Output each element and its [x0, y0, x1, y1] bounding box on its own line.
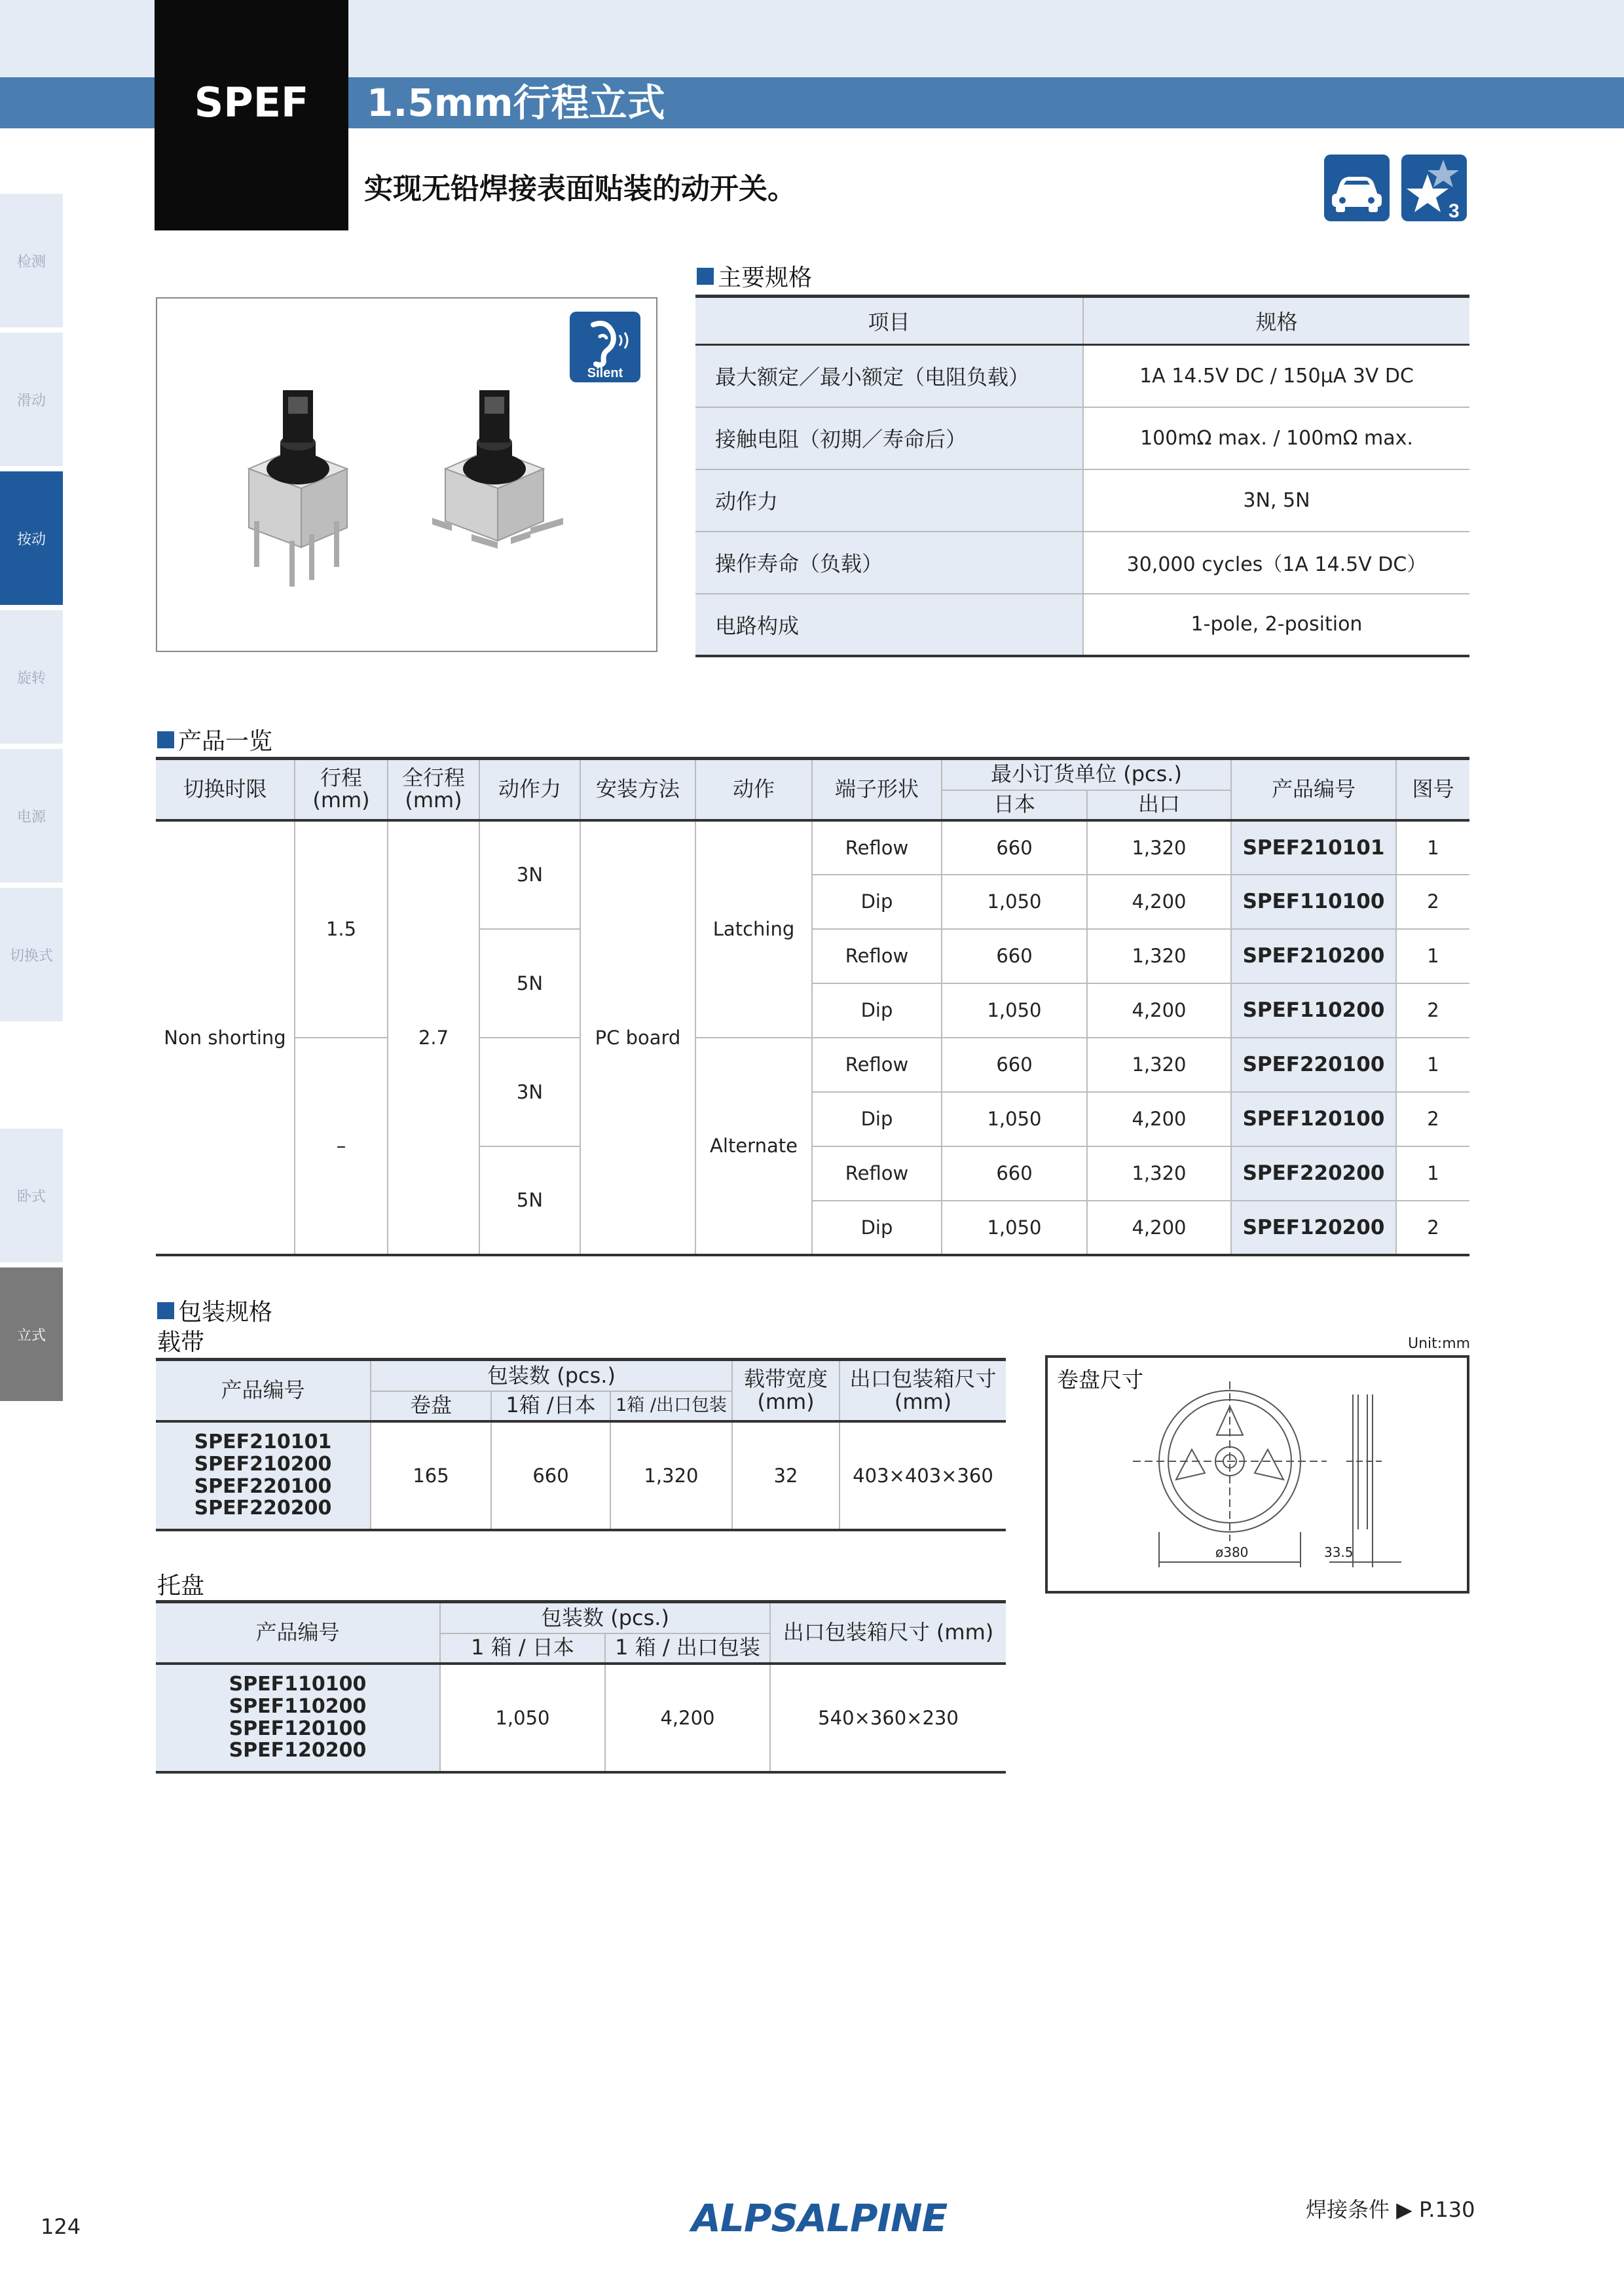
unit-label: Unit:mm	[1408, 1336, 1471, 1352]
heading-square-icon	[697, 268, 714, 285]
star-icon	[1401, 155, 1467, 221]
main-specs-table	[695, 295, 1469, 657]
silent-badge	[570, 312, 640, 382]
series-title: 1.5mm行程立式	[367, 81, 665, 125]
packaging-heading: 包装规格	[157, 1294, 272, 1327]
table-row: 电路构成 1-pole, 2-position	[695, 594, 1469, 656]
table-row: Dip 1,050 4,200 SPEF110100 2	[156, 875, 1469, 929]
heading-square-icon	[157, 731, 174, 748]
side-tab-vertical[interactable]: 立式	[0, 1267, 63, 1401]
automotive-badge	[1324, 155, 1390, 221]
tagline: 实现无铅焊接表面贴装的动开关。	[364, 172, 796, 206]
table-row: Dip 1,050 4,200 SPEF120200 2	[156, 1201, 1469, 1255]
side-tab-rotary[interactable]: 旋转	[0, 610, 63, 744]
car-icon	[1324, 155, 1390, 221]
table-row: 动作力 3N, 5N	[695, 469, 1469, 532]
svg-text:Silent: Silent	[587, 366, 623, 380]
table-row: 操作寿命（负载） 30,000 cycles（1A 14.5V DC）	[695, 532, 1469, 594]
svg-text:3: 3	[1449, 200, 1460, 221]
side-tab-power[interactable]: 电源	[0, 749, 63, 883]
table-row: Non shorting 1.5 2.7 3N PC board Latching Reflow 660 1,320 SPEF210101 1	[156, 820, 1469, 875]
table-row: Dip 1,050 4,200 SPEF110200 2	[156, 983, 1469, 1038]
page-number: 124	[41, 2214, 81, 2239]
table-row: Dip 1,050 4,200 SPEF120100 2	[156, 1092, 1469, 1146]
side-tab-slide[interactable]: 滑动	[0, 333, 63, 466]
soldering-reference-link[interactable]: 焊接条件 ▶ P.130	[1306, 2197, 1475, 2222]
series-code: SPEF	[194, 79, 309, 126]
tape-heading: 载带	[157, 1329, 205, 1356]
main-specs-heading: 主要规格	[697, 259, 812, 293]
side-tab-detect[interactable]: 检测	[0, 194, 63, 327]
svg-text:33.5: 33.5	[1324, 1544, 1354, 1560]
table-row: 接触电阻（初期／寿命后） 100mΩ max. / 100mΩ max.	[695, 407, 1469, 469]
table-row: – 3N Alternate Reflow 660 1,320 SPEF220100 1	[156, 1038, 1469, 1092]
heading-square-icon	[157, 1302, 174, 1319]
table-row: 5N Reflow 660 1,320 SPEF220200 1	[156, 1146, 1469, 1201]
product-list-heading: 产品一览	[157, 723, 272, 756]
reel-diagram	[1048, 1358, 1467, 1591]
side-tab-switching[interactable]: 切换式	[0, 888, 63, 1021]
table-row: SPEF210101 SPEF210200 SPEF220100 SPEF220200 165 660 1,320 32 403×403×360	[156, 1421, 1006, 1530]
side-tab-horizontal[interactable]: 卧式	[0, 1129, 63, 1262]
product-list-table: 切换时限 行程 (mm) 全行程 (mm) 动作力 安装方法 动作 端子形状 最小订货单位 (pcs.) 产品编号 图号 日本 出口 Non shorting 1.5 2.7 3N PC board Latching Reflow 660 1,320 SPEF210101 1 Dip 1,050 4,200 SPEF110100 2 5N Reflow 660 1,320 SPEF210200 1 Dip 1,050 4,200 SPEF110200 2 – 3N Alternate Reflow 660 1,320 SPEF220100 1 Dip 1,050 4,200 SPEF120100 2 5N Reflow 660 1,320 SPEF220200 1 Dip 1,050 4,200 SPEF120200 2	[156, 757, 1469, 1256]
tray-packaging-table: 产品编号 包装数 (pcs.) 出口包装箱尺寸 (mm) 1 箱 / 日本 1 箱 / 出口包装 SPEF110100 SPEF110200 SPEF120100 SPEF120200 1,050 4,200 540×360×230	[156, 1600, 1006, 1774]
svg-text:ø380: ø380	[1215, 1544, 1249, 1560]
table-row: 5N Reflow 660 1,320 SPEF210200 1	[156, 929, 1469, 983]
table-row: 最大额定／最小额定（电阻负载） 1A 14.5V DC / 150μA 3V DC	[695, 345, 1469, 407]
table-row: SPEF110100 SPEF110200 SPEF120100 SPEF120200 1,050 4,200 540×360×230	[156, 1664, 1006, 1772]
reel-drawing	[1045, 1355, 1469, 1594]
tray-heading: 托盘	[157, 1573, 205, 1599]
col-item: 项目	[695, 297, 1083, 345]
brand-logo: ALPSALPINE	[692, 2196, 948, 2240]
side-tab-push[interactable]: 按动	[0, 471, 63, 605]
ear-icon	[570, 312, 640, 382]
grade-badge	[1401, 155, 1467, 221]
col-spec: 规格	[1083, 297, 1469, 345]
tape-packaging-table: 产品编号 包装数 (pcs.) 载带宽度 (mm) 出口包装箱尺寸 (mm) 卷盘 1箱 /日本 1箱 /出口包装 SPEF210101 SPEF210200 SPEF220100 SPEF220200 165 660 1,320 32 403×403×360	[156, 1358, 1006, 1531]
reel-title: 卷盘尺寸	[1057, 1367, 1143, 1393]
